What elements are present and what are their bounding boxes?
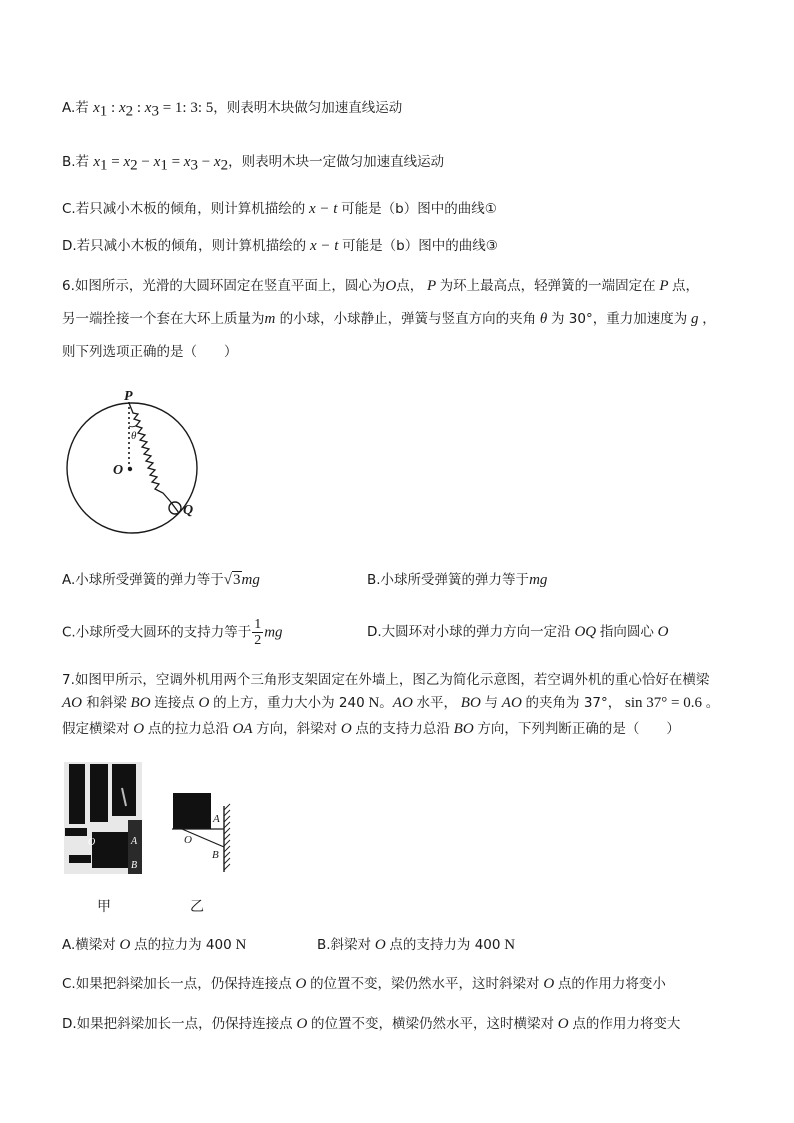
- diagram-label-o: O: [184, 834, 192, 846]
- q5-option-a: A.若 $x_1$ : $x_2$ : $x_3 = 1$: 3: 5，则表明木块做匀加速直线运动: [62, 100, 403, 120]
- q7-stem-line-3: 假定横梁对 O 点的拉力总沿 OA 方向，斜梁对 O 点的支持力总沿 BO 方向，下列判断正确的是（ ）: [62, 721, 680, 737]
- center-dot: [128, 467, 132, 471]
- q6-stem-line-1: 6.如图所示，光滑的大圆环固定在竖直平面上，圆心为O点， P 为环上最高点，轻弹簧的一端固定在 P 点，: [62, 278, 700, 294]
- q7-option-c: C.如果把斜梁加长一点，仍保持连接点 O 的位置不变，梁仍然水平，这时斜梁对 O 点的作用力将变小: [62, 976, 666, 992]
- label-o: O: [113, 463, 124, 478]
- photo-label-a: A: [131, 836, 138, 847]
- q6-ring-figure: [60, 388, 220, 538]
- q7-photo-figure: [64, 762, 142, 874]
- q5-option-b: B.若 $x_1 = x_2 - x_1 = x_3 - x_2$，则表明木块一定做匀加速直线运动: [62, 154, 445, 174]
- label-theta: θ: [131, 430, 137, 442]
- q7-bracket-diagram: [168, 788, 238, 872]
- q5-option-d: D.若只减小木板的倾角，则计算机描绘的 x − t 可能是（b）图中的曲线③: [62, 238, 498, 254]
- diagram-label-b: B: [212, 849, 219, 861]
- q7-stem-line-1: 7.如图甲所示，空调外机用两个三角形支架固定在外墙上，图乙为简化示意图，若空调外机的重心恰好在横梁: [62, 672, 710, 688]
- q7-option-d: D.如果把斜梁加长一点，仍保持连接点 O 的位置不变，横梁仍然水平，这时横梁对 O 点的作用力将变大: [62, 1016, 681, 1032]
- q7-option-b: B.斜梁对 O 点的支持力为 400 N: [317, 937, 516, 953]
- caption-jia: 甲: [97, 899, 111, 915]
- photo-label-o: O: [88, 837, 96, 848]
- q6-stem-line-3: 则下列选项正确的是（ ）: [62, 344, 238, 360]
- q6-option-c: C.小球所受大圆环的支持力等于 $\frac{1}{2}$ mg: [62, 617, 283, 648]
- diagram-label-a: A: [213, 813, 220, 825]
- label-q: Q: [183, 503, 194, 518]
- q6-option-d: D.大圆环对小球的弹力方向一定沿 OQ 指向圆心 O: [367, 624, 669, 640]
- label-p: P: [124, 389, 133, 404]
- ac-unit-block: [173, 793, 211, 829]
- q7-stem-line-2: AO 和斜梁 BO 连接点 O 的上方，重力大小为 240 N。AO 水平， BO 与 AO 的夹角为 37°， sin 37° = 0.6 。: [62, 695, 720, 711]
- q7-option-a: A.横梁对 O 点的拉力为 400 N: [62, 937, 247, 953]
- photo-label-b: B: [131, 860, 138, 871]
- q5-option-c: C.若只减小木板的倾角，则计算机描绘的 x − t 可能是（b）图中的曲线①: [62, 201, 497, 217]
- q6-stem-line-2: 另一端拴接一个套在大环上质量为m 的小球，小球静止，弹簧与竖直方向的夹角 θ 为 30°，重力加速度为 g ，: [62, 311, 716, 327]
- q6-option-b: B.小球所受弹簧的弹力等于mg: [367, 572, 548, 588]
- spring: [129, 403, 170, 501]
- caption-yi: 乙: [190, 899, 204, 915]
- q6-option-a: A.小球所受弹簧的弹力等于√3mg: [62, 572, 260, 588]
